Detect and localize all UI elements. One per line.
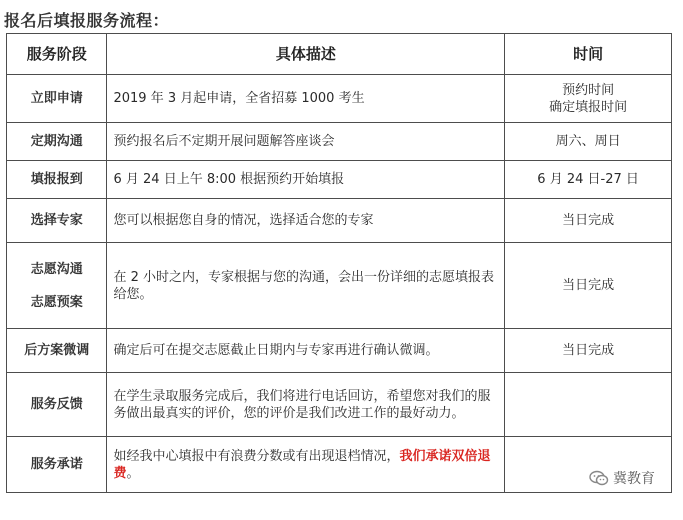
stage-line: 志愿预案 [30,294,83,310]
commitment-suffix: 。 [126,465,140,481]
double-refund-highlight: 我们承诺双倍退费 [113,448,491,481]
table-row [7,123,672,161]
description-cell: 6 月 24 日上午 8:00 根据预约开始填报 [107,161,505,199]
time-line: 预约时间 [562,82,615,98]
table-row [7,243,672,329]
stage-cell [7,243,107,329]
header-time: 时间 [505,34,672,75]
time-cell: 周六、周日 [505,123,672,161]
time-cell [505,373,672,437]
stage-cell: 选择专家 [7,199,107,243]
stage-line: 志愿沟通 [30,261,83,277]
commitment-text: 如经我中心填报中有浪费分数或有出现退档情况， [113,448,400,464]
time-cell: 当日完成 [505,199,672,243]
table-row [7,161,672,199]
watermark [589,468,655,488]
stage-cell: 定期沟通 [7,123,107,161]
time-cell [505,75,672,123]
stage-cell: 服务反馈 [7,373,107,437]
header-description: 具体描述 [107,34,505,75]
stage-cell: 后方案微调 [7,329,107,373]
table-header-row [7,34,672,75]
stage-cell: 填报报到 [7,161,107,199]
description-cell: 确定后可在提交志愿截止日期内与专家再进行确认微调。 [107,329,505,373]
stage-spacer [13,278,100,294]
stage-cell: 立即申请 [7,75,107,123]
watermark-text: 冀教育 [613,471,655,487]
description-cell: 2019 年 3 月起申请，全省招募 1000 考生 [107,75,505,123]
time-line: 确定填报时间 [549,99,628,115]
description-cell: 在 2 小时之内，专家根据与您的沟通，会出一份详细的志愿填报表给您。 [107,243,505,329]
page-heading: 报名后填报服务流程： [4,11,170,30]
table-row [7,437,672,493]
time-cell: 6 月 24 日-27 日 [505,161,672,199]
table-row [7,329,672,373]
table-row [7,373,672,437]
stage-cell: 服务承诺 [7,437,107,493]
table-row [7,199,672,243]
wechat-icon [589,470,609,486]
time-cell: 当日完成 [505,243,672,329]
description-cell: 预约报名后不定期开展问题解答座谈会 [107,123,505,161]
time-cell: 当日完成 [505,329,672,373]
service-flow-table [6,33,672,493]
description-cell: 在学生录取服务完成后，我们将进行电话回访，希望您对我们的服务做出最真实的评价，您的评价是我们改进工作的最好动力。 [107,373,505,437]
description-cell: 您可以根据您自身的情况，选择适合您的专家 [107,199,505,243]
description-cell [107,437,505,493]
header-stage: 服务阶段 [7,34,107,75]
table-row [7,75,672,123]
